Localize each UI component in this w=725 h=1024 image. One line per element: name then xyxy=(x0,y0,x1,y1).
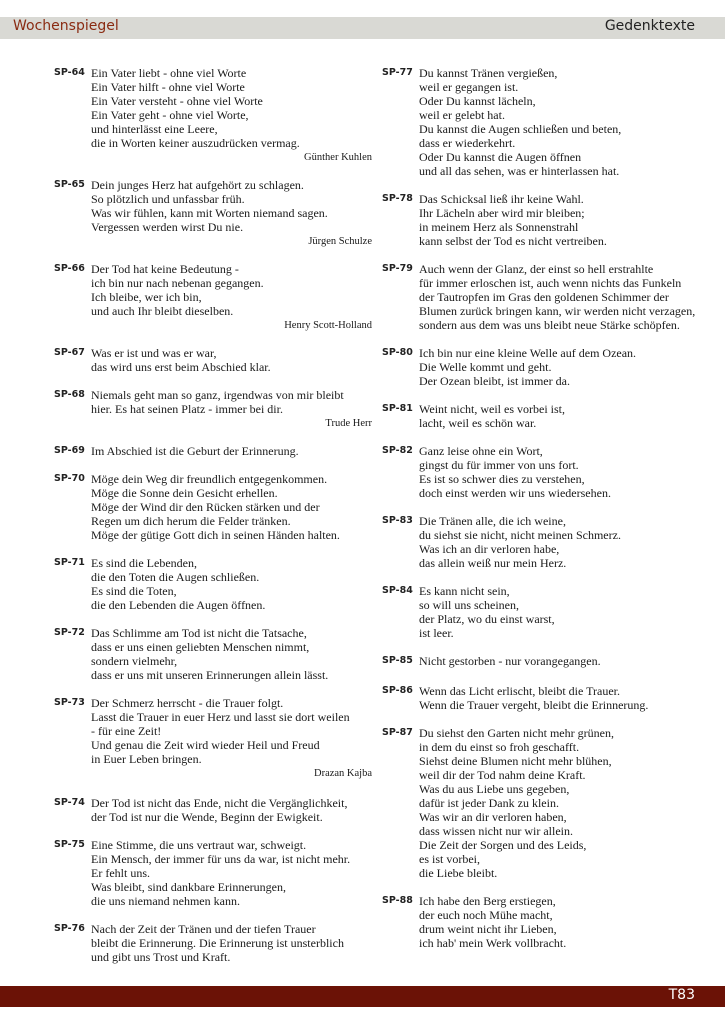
entry-line: Und genau die Zeit wird wieder Heil und Freud xyxy=(91,738,320,752)
entry-line: in dem du einst so froh geschafft. xyxy=(419,740,580,754)
text-entry xyxy=(54,696,372,781)
entry-line: die in Worten keiner auszudrücken vermag. xyxy=(91,136,300,150)
text-entry xyxy=(54,444,372,458)
entry-line: ich hab' mein Werk vollbracht. xyxy=(419,936,567,950)
entry-line: Die Welle kommt und geht. xyxy=(419,360,552,374)
entry-line: Nach der Zeit der Tränen und der tiefen Trauer xyxy=(91,922,316,936)
entry-line: Was ich an dir verloren habe, xyxy=(419,542,560,556)
entry-line: bleibt die Erinnerung. Die Erinnerung ist unsterblich xyxy=(91,936,344,950)
text-entry xyxy=(54,838,372,908)
entry-line: Wenn das Licht erlischt, bleibt die Trauer. xyxy=(419,684,620,698)
entry-line: sondern vielmehr, xyxy=(91,654,178,668)
entry-line: Oder Du kannst die Augen öffnen xyxy=(419,150,582,164)
entry-line: Im Abschied ist die Geburt der Erinnerung. xyxy=(91,444,299,458)
entry-code: SP-88 xyxy=(382,895,413,906)
entry-line: so will uns scheinen, xyxy=(419,598,519,612)
entry-code: SP-73 xyxy=(54,697,85,708)
text-entry xyxy=(54,388,372,431)
entry-line: Ihr Lächeln aber wird mir bleiben; xyxy=(419,206,585,220)
entry-line: drum weint nicht ihr Lieben, xyxy=(419,922,557,936)
text-entry xyxy=(382,514,702,570)
entry-code: SP-67 xyxy=(54,347,85,358)
text-entry xyxy=(54,556,372,612)
entry-line: dass er uns einen geliebten Menschen nimmt, xyxy=(91,640,310,654)
entry-line: das allein weiß nur mein Herz. xyxy=(419,556,567,570)
entry-line: weil er gelebt hat. xyxy=(419,108,505,122)
entry-line: der Platz, wo du einst warst, xyxy=(419,612,555,626)
entry-code: SP-79 xyxy=(382,263,413,274)
entry-line: Der Ozean bleibt, ist immer da. xyxy=(419,374,570,388)
entry-line: Wenn die Trauer vergeht, bleibt die Erinnerung. xyxy=(419,698,649,712)
entry-line: dass er uns mit unseren Erinnerungen allein lässt. xyxy=(91,668,329,682)
entry-line: weil dir der Tod nahm deine Kraft. xyxy=(419,768,586,782)
text-entry xyxy=(382,346,702,388)
entry-line: Was wir fühlen, kann mit Worten niemand sagen. xyxy=(91,206,328,220)
entry-line: Möge die Sonne dein Gesicht erhellen. xyxy=(91,486,278,500)
entry-line: die Liebe bleibt. xyxy=(419,866,498,880)
text-entry xyxy=(382,444,702,500)
entry-code: SP-83 xyxy=(382,515,413,526)
entry-line: in meinem Herz als Sonnenstrahl xyxy=(419,220,579,234)
entry-line: es ist vorbei, xyxy=(419,852,480,866)
entry-line: Möge dein Weg dir freundlich entgegenkommen. xyxy=(91,472,328,486)
entry-line: Weint nicht, weil es vorbei ist, xyxy=(419,402,566,416)
entry-line: kann selbst der Tod es nicht vertreiben. xyxy=(419,234,607,248)
entry-code: SP-78 xyxy=(382,193,413,204)
entry-line: die uns niemand nehmen kann. xyxy=(91,894,240,908)
page-header xyxy=(0,17,725,39)
entry-line: Dein junges Herz hat aufgehört zu schlagen. xyxy=(91,178,304,192)
entry-line: Was du aus Liebe uns gegeben, xyxy=(419,782,570,796)
text-entry xyxy=(382,684,702,712)
entry-line: gingst du für immer von uns fort. xyxy=(419,458,579,472)
entry-line: Ich bleibe, wer ich bin, xyxy=(91,290,202,304)
entry-line: Niemals geht man so ganz, irgendwas von mir bleibt xyxy=(91,388,344,402)
entry-line: für immer erloschen ist, auch wenn nichts das Funkeln xyxy=(419,276,682,290)
entry-line: Die Tränen alle, die ich weine, xyxy=(419,514,566,528)
text-entry xyxy=(54,922,372,964)
entry-line: - für eine Zeit! xyxy=(91,724,162,738)
entry-code: SP-76 xyxy=(54,923,85,934)
entry-code: SP-85 xyxy=(382,655,413,666)
page-number: T83 xyxy=(668,987,695,1003)
entry-line: und gibt uns Trost und Kraft. xyxy=(91,950,231,964)
entry-line: Ich bin nur eine kleine Welle auf dem Ozean. xyxy=(419,346,637,360)
entry-code: SP-87 xyxy=(382,727,413,738)
entry-line: Möge der gütige Gott dich in seinen Händen halten. xyxy=(91,528,340,542)
entry-code: SP-81 xyxy=(382,403,413,414)
entry-line: dass wissen nicht nur wir allein. xyxy=(419,824,573,838)
entry-line: Die Zeit der Sorgen und des Leids, xyxy=(419,838,587,852)
entry-line: dafür ist jeder Dank zu klein. xyxy=(419,796,559,810)
entry-line: sondern aus dem was uns bleibt neue Stärke schöpfen. xyxy=(419,318,680,332)
entry-author: Henry Scott-Holland xyxy=(284,320,372,331)
entry-line: Es sind die Lebenden, xyxy=(91,556,197,570)
entry-line: Möge der Wind dir den Rücken stärken und der xyxy=(91,500,320,514)
entry-line: Du kannst Tränen vergießen, xyxy=(419,66,558,80)
entry-line: Ganz leise ohne ein Wort, xyxy=(419,444,543,458)
entry-line: Oder Du kannst lächeln, xyxy=(419,94,536,108)
entry-line: Du siehst den Garten nicht mehr grünen, xyxy=(419,726,614,740)
entry-line: der Tod ist nur die Wende, Beginn der Ewigkeit. xyxy=(91,810,323,824)
text-entry xyxy=(382,726,702,880)
entry-line: Du kannst die Augen schließen und beten, xyxy=(419,122,622,136)
entry-line: Er fehlt uns. xyxy=(91,866,150,880)
text-entry xyxy=(54,626,372,682)
entry-code: SP-77 xyxy=(382,67,413,78)
entry-code: SP-64 xyxy=(54,67,85,78)
text-entry xyxy=(54,346,372,374)
text-entry xyxy=(382,66,702,178)
entry-line: Es sind die Toten, xyxy=(91,584,177,598)
entry-author: Drazan Kajba xyxy=(313,768,372,779)
entry-line: Was bleibt, sind dankbare Erinnerungen, xyxy=(91,880,286,894)
entry-line: und auch Ihr bleibt dieselben. xyxy=(91,304,234,318)
entry-line: Eine Stimme, die uns vertraut war, schweigt. xyxy=(91,838,307,852)
entry-code: SP-71 xyxy=(54,557,85,568)
entry-code: SP-72 xyxy=(54,627,85,638)
entry-line: Das Schlimme am Tod ist nicht die Tatsache, xyxy=(91,626,307,640)
entry-line: Siehst deine Blumen nicht mehr blühen, xyxy=(419,754,612,768)
entry-line: lacht, weil es schön war. xyxy=(419,416,537,430)
entry-line: dass er wiederkehrt. xyxy=(419,136,516,150)
text-entry xyxy=(382,894,702,950)
text-entry xyxy=(54,262,372,333)
entry-line: Es kann nicht sein, xyxy=(419,584,510,598)
text-entry xyxy=(54,66,372,165)
entry-author: Günther Kuhlen xyxy=(304,152,372,163)
entry-line: So plötzlich und unfassbar früh. xyxy=(91,192,245,206)
entry-line: Ein Vater versteht - ohne viel Worte xyxy=(91,94,263,108)
entry-line: Der Tod ist nicht das Ende, nicht die Vergänglichkeit, xyxy=(91,796,348,810)
text-entry xyxy=(54,796,372,824)
entry-line: Ein Vater hilft - ohne viel Worte xyxy=(91,80,245,94)
entry-line: Ein Vater geht - ohne viel Worte, xyxy=(91,108,249,122)
entry-line: Es ist so schwer dies zu verstehen, xyxy=(419,472,585,486)
text-entry xyxy=(382,402,702,430)
entry-code: SP-68 xyxy=(54,389,85,400)
text-entry xyxy=(54,178,372,249)
entry-code: SP-69 xyxy=(54,445,85,456)
entry-code: SP-65 xyxy=(54,179,85,190)
entry-author: Trude Herr xyxy=(325,418,372,429)
entry-line: weil er gegangen ist. xyxy=(419,80,519,94)
page-footer xyxy=(0,986,725,1007)
entry-code: SP-66 xyxy=(54,263,85,274)
entry-line: Was er ist und was er war, xyxy=(91,346,217,360)
entry-code: SP-84 xyxy=(382,585,413,596)
entry-line: ist leer. xyxy=(419,626,454,640)
section-title: Gedenktexte xyxy=(604,18,695,34)
text-entry xyxy=(382,192,702,248)
entry-line: Auch wenn der Glanz, der einst so hell erstrahlte xyxy=(419,262,654,276)
entry-line: ich bin nur nach nebenan gegangen. xyxy=(91,276,264,290)
entry-author: Jürgen Schulze xyxy=(308,236,372,247)
entry-line: Der Schmerz herrscht - die Trauer folgt. xyxy=(91,696,284,710)
entry-line: Was wir an dir verloren haben, xyxy=(419,810,567,824)
entry-code: SP-80 xyxy=(382,347,413,358)
text-entry xyxy=(382,654,702,668)
entry-line: Das Schicksal ließ ihr keine Wahl. xyxy=(419,192,584,206)
entry-line: Der Tod hat keine Bedeutung - xyxy=(91,262,239,276)
publication-name: Wochenspiegel xyxy=(13,18,119,34)
entry-line: Ein Vater liebt - ohne viel Worte xyxy=(91,66,247,80)
text-entry xyxy=(54,472,372,542)
text-entry xyxy=(382,262,702,332)
entry-code: SP-70 xyxy=(54,473,85,484)
entry-line: hier. Es hat seinen Platz - immer bei dir. xyxy=(91,402,283,416)
entry-line: doch einst werden wir uns wiedersehen. xyxy=(419,486,611,500)
entry-line: du siehst sie nicht, nicht meinen Schmerz. xyxy=(419,528,621,542)
entry-line: Ein Mensch, der immer für uns da war, ist nicht mehr. xyxy=(91,852,351,866)
entry-line: Nicht gestorben - nur vorangegangen. xyxy=(419,654,601,668)
entry-line: Regen um dich herum die Felder tränken. xyxy=(91,514,291,528)
entry-line: Vergessen werden wirst Du nie. xyxy=(91,220,244,234)
entry-line: in Euer Leben bringen. xyxy=(91,752,202,766)
entry-line: der Tautropfen im Gras den goldenen Schimmer der xyxy=(419,290,669,304)
entry-line: Lasst die Trauer in euer Herz und lasst sie dort weilen xyxy=(91,710,350,724)
entry-line: das wird uns erst beim Abschied klar. xyxy=(91,360,271,374)
entry-line: Blumen zurück bringen kann, wir werden nicht verzagen, xyxy=(419,304,696,318)
entry-line: die den Toten die Augen schließen. xyxy=(91,570,260,584)
entry-line: der euch noch Mühe macht, xyxy=(419,908,553,922)
entry-line: Ich habe den Berg erstiegen, xyxy=(419,894,556,908)
entry-code: SP-74 xyxy=(54,797,85,808)
entry-line: und all das sehen, was er hinterlassen hat. xyxy=(419,164,620,178)
entry-code: SP-75 xyxy=(54,839,85,850)
entry-code: SP-82 xyxy=(382,445,413,456)
entry-code: SP-86 xyxy=(382,685,413,696)
entry-line: die den Lebenden die Augen öffnen. xyxy=(91,598,266,612)
text-entry xyxy=(382,584,702,640)
entry-line: und hinterlässt eine Leere, xyxy=(91,122,218,136)
